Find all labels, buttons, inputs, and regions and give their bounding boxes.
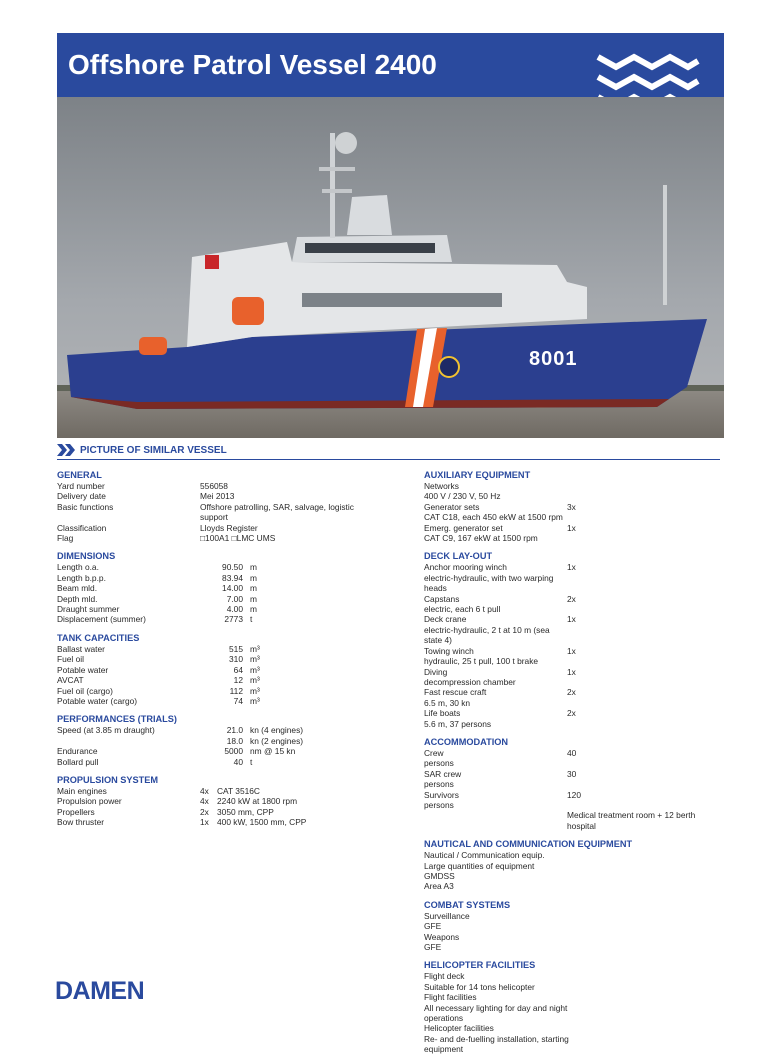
spec-row: Bow thruster 1x 400 kW, 1500 mm, CPP — [57, 817, 307, 828]
section-title-general: GENERAL — [57, 470, 102, 480]
section-title-combat: COMBAT SYSTEMS — [424, 899, 511, 910]
spec-row: Depth mld. 7.00 m — [57, 593, 257, 604]
damen-logo-text: DAMEN — [55, 977, 145, 1002]
section-title-dimensions: DIMENSIONS — [57, 551, 116, 562]
spec-row: WeaponsGFE — [424, 931, 460, 953]
spec-row: Length b.p.p. 83.94 m — [57, 572, 257, 583]
spec-row: Delivery date Mei 2013 — [57, 491, 235, 502]
spec-row: Medical treatment room + 12 berth hospital — [567, 810, 696, 831]
spec-row: Networks400 V / 230 V, 50 Hz — [424, 481, 501, 502]
spec-row: Basic functions Offshore patrolling, SAR, salvage, logistic support — [57, 501, 354, 523]
spec-row: Propulsion power 4x 2240 kW at 1800 rpm — [57, 796, 298, 807]
spec-row: Anchor mooring winch 1xelectric-hydraulic, with two warping heads — [424, 562, 576, 594]
spec-row: Crew 40persons — [424, 747, 577, 769]
spec-row: Yard number 556058 — [57, 481, 228, 491]
spec-row: Fuel oil (cargo) 112 m³ — [57, 685, 260, 696]
spec-row: Displacement (summer) 2773 t — [57, 614, 253, 625]
spec-row: Capstans 2xelectric, each 6 t pull — [424, 593, 576, 615]
spec-row: Flight facilitiesAll necessary lighting for day and night operations — [424, 992, 568, 1024]
spec-row: Helicopter facilitiesRe- and de-fuelling installation, starting equipment — [424, 1023, 569, 1055]
spec-row: Draught summer 4.00 m — [57, 604, 257, 615]
section-title-auxiliary: AUXILIARY EQUIPMENT — [424, 470, 531, 480]
spec-row: Deck crane 1xelectric-hydraulic, 2 t at 10 m (sea state 4) — [424, 614, 576, 646]
section-title-nautical: NAUTICAL AND COMMUNICATION EQUIPMENT — [424, 839, 633, 850]
specs-right-column — [424, 470, 724, 1055]
spec-row: AVCAT 12 m³ — [57, 675, 260, 686]
spec-row: Endurance 5000 nm @ 15 kn — [57, 746, 296, 757]
photo-caption: PICTURE OF SIMILAR VESSEL — [80, 445, 227, 456]
section-title-tank-capacities: TANK CAPACITIES — [57, 632, 140, 643]
spec-row: SAR crew 30persons — [424, 768, 577, 790]
spec-row: Beam mld. 14.00 m — [57, 583, 257, 594]
spec-row: Generator sets 3xCAT C18, each 450 ekW at 1500 rpm — [424, 501, 576, 523]
spec-row: Potable water (cargo) 74 m³ — [57, 695, 260, 706]
damen-logo — [55, 976, 155, 1002]
spec-row: Potable water 64 m³ — [57, 664, 260, 675]
title-banner — [57, 33, 724, 97]
section-title-deck-layout: DECK LAY-OUT — [424, 551, 493, 562]
spec-row: Speed (at 3.85 m draught) 21.0 kn (4 engines) — [57, 725, 304, 736]
spec-row: Diving 1xdecompression chamber — [424, 666, 576, 687]
page-title: Offshore Patrol Vessel 2400 — [68, 49, 437, 80]
section-title-helicopter: HELICOPTER FACILITIES — [424, 960, 536, 971]
double-chevron-right-icon — [57, 444, 75, 456]
vessel-illustration — [57, 97, 724, 438]
spec-row: Survivors 120persons — [424, 789, 581, 810]
spec-row: Propellers 2x 3050 mm, CPP — [57, 806, 274, 817]
spec-row: Nautical / Communication equip.Large quantities of equipment — [424, 850, 545, 871]
specs-left-column — [57, 470, 377, 828]
spec-row: Bollard pull 40 t — [57, 756, 253, 767]
photo-caption-bar — [57, 443, 720, 460]
spec-row: Fuel oil 310 m³ — [57, 654, 260, 665]
spec-row: Main engines 4x CAT 3516C — [57, 785, 260, 796]
hull-number: 8001 — [529, 348, 578, 370]
spec-row: Fast rescue craft 2x6.5 m, 30 kn — [424, 687, 576, 708]
spec-row: 18.0 kn (2 engines) — [226, 735, 304, 746]
spec-row: GMDSSArea A3 — [424, 871, 455, 892]
spec-row: Emerg. generator set 1xCAT C9, 167 ekW at 1500 rpm — [424, 522, 576, 544]
spec-row: Classification Lloyds Register — [57, 522, 258, 533]
section-title-performances: PERFORMANCES (TRIALS) — [57, 714, 177, 725]
section-title-accommodation: ACCOMMODATION — [424, 736, 509, 747]
spec-row: Towing winch 1xhydraulic, 25 t pull, 100 t brake — [424, 645, 576, 667]
section-title-propulsion: PROPULSION SYSTEM — [57, 774, 159, 785]
spec-row: Flight deckSuitable for 14 tons helicopter — [424, 971, 535, 992]
spec-row: Life boats 2x5.6 m, 37 persons — [424, 708, 576, 729]
spec-row: SurveillanceGFE — [424, 910, 470, 932]
spec-row: Ballast water 515 m³ — [57, 643, 260, 654]
vessel-photo — [57, 97, 724, 438]
spec-row: Length o.a. 90.50 m — [57, 562, 257, 573]
spec-row: Flag □100A1 □LMC UMS — [57, 533, 276, 544]
